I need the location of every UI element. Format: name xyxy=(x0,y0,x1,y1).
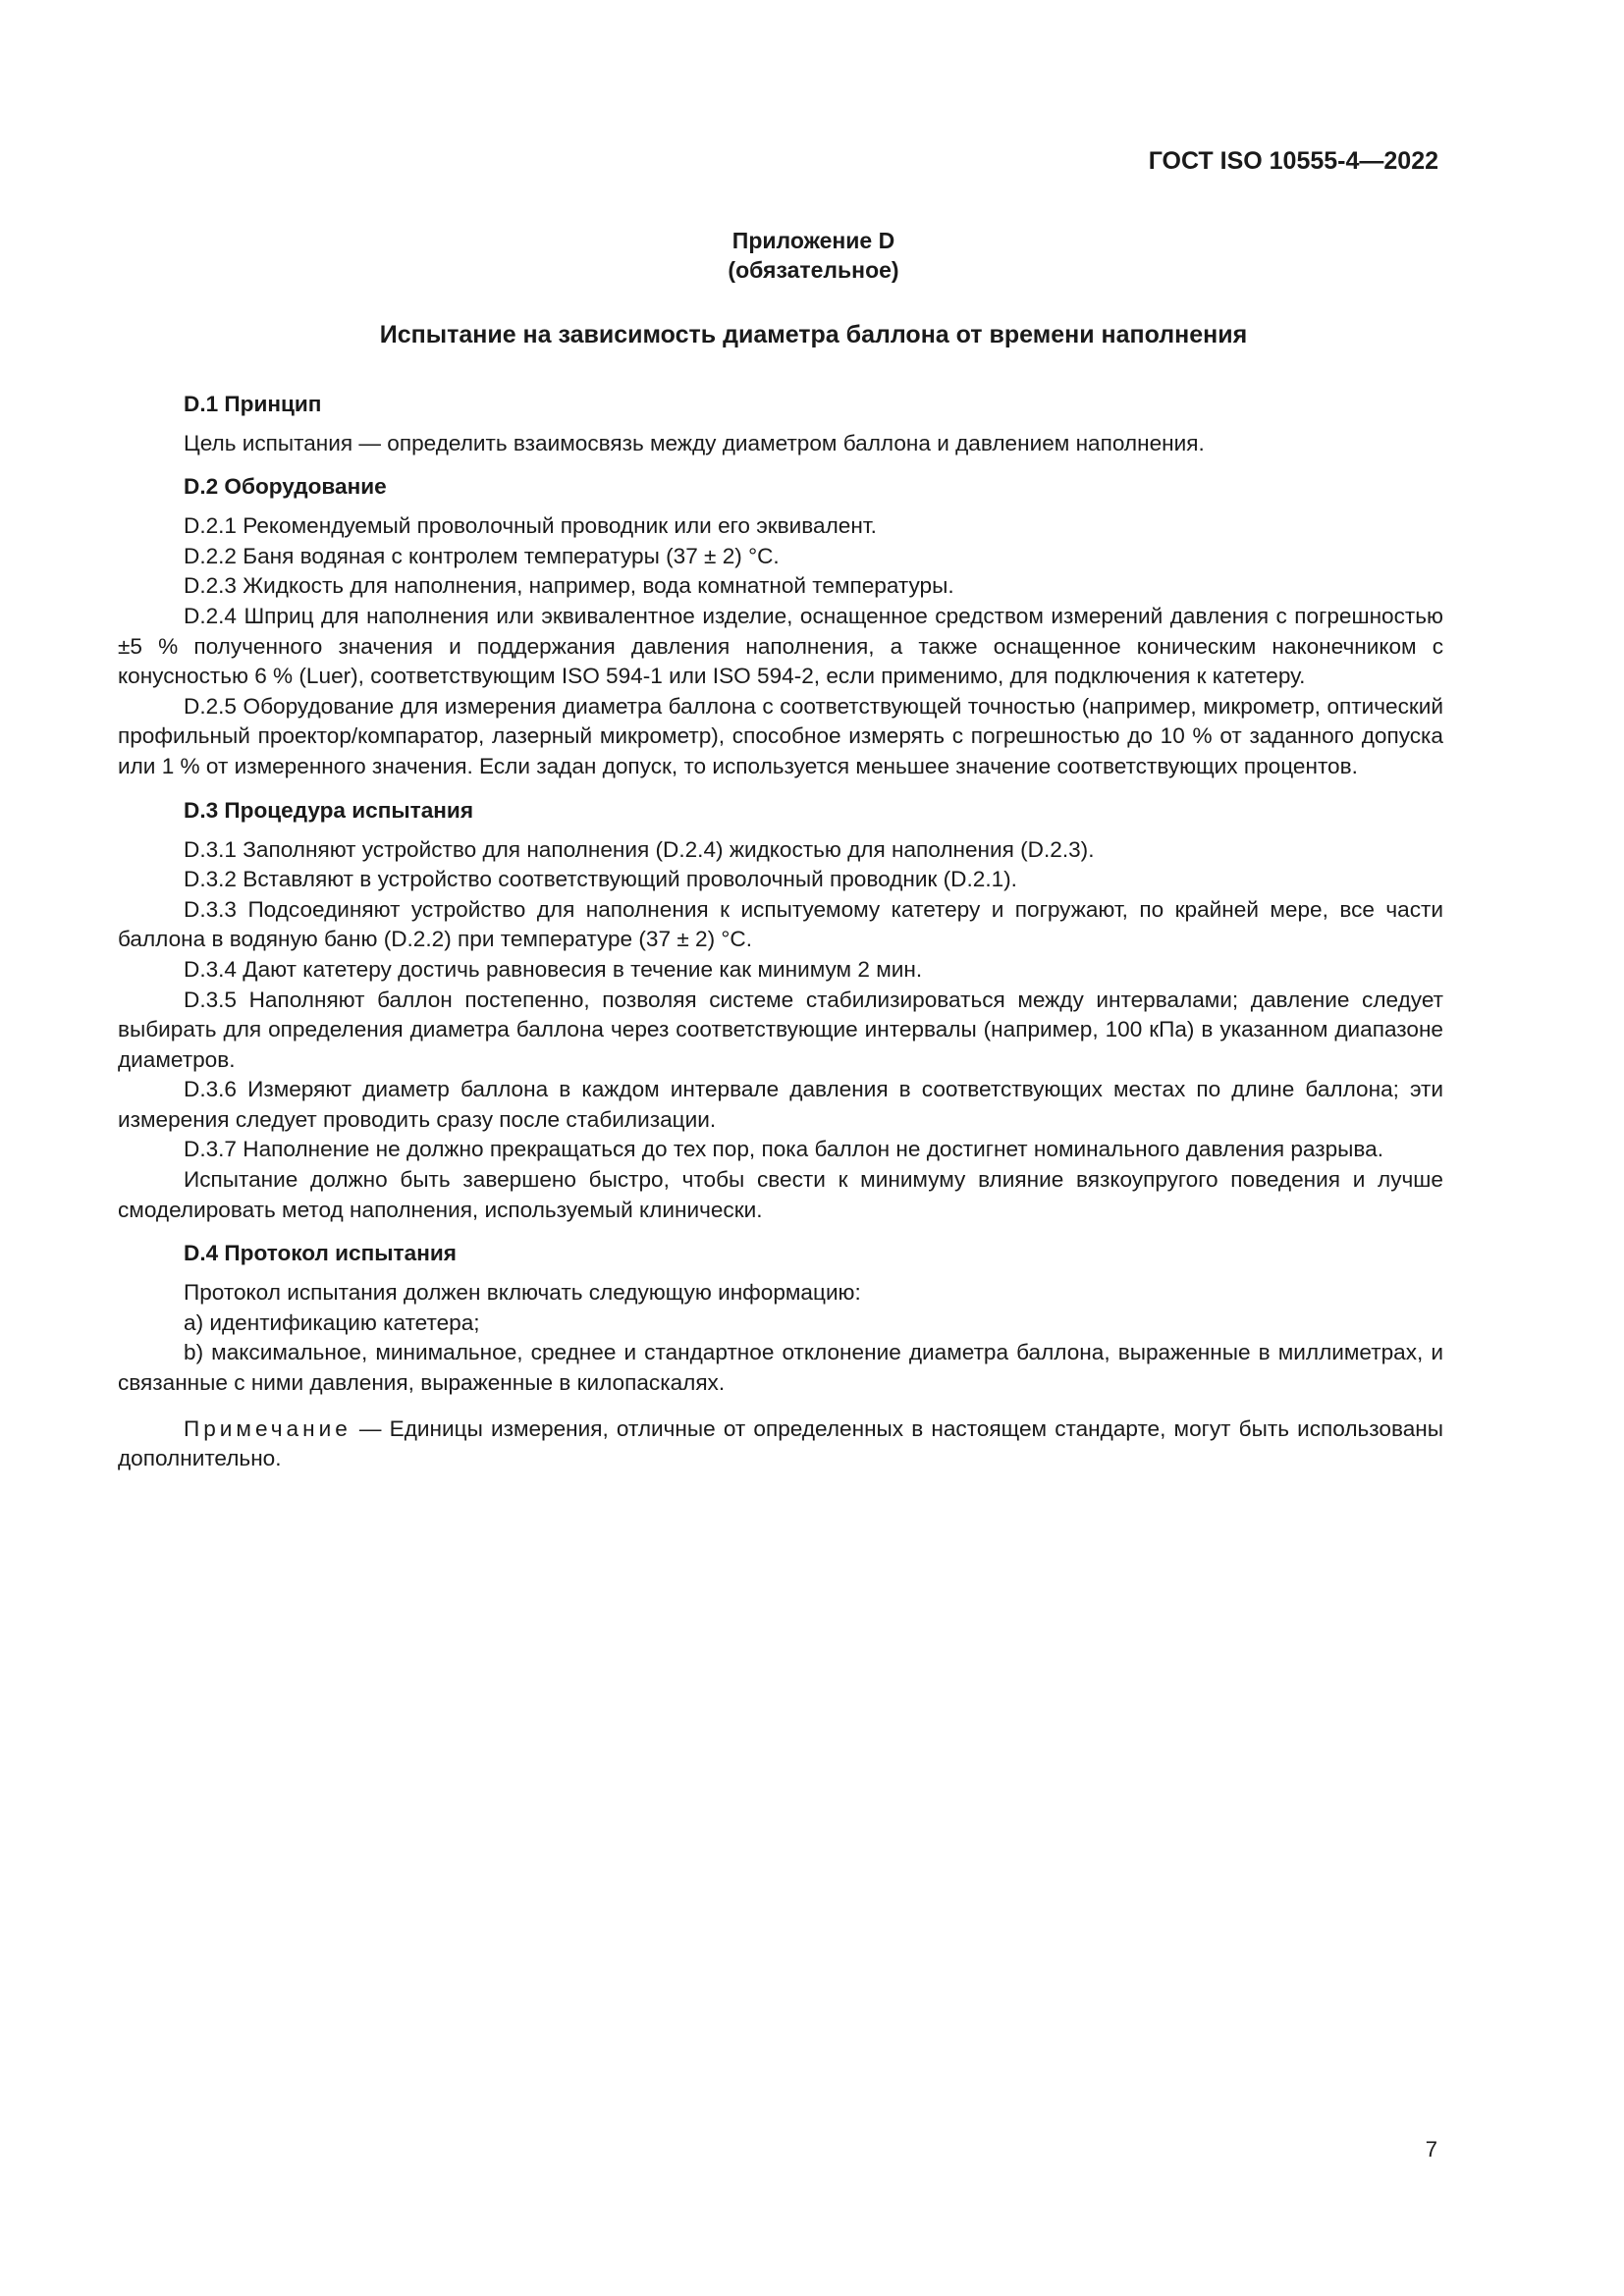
clause-d3-1: D.3.1 Заполняют устройство для наполнения (D.2.4) жидкостью для наполнения (D.2.3). xyxy=(184,836,1095,862)
annex-main-title: Испытание на зависимость диаметра баллона от времени наполнения xyxy=(379,321,1248,348)
annex-status: (обязательное) xyxy=(728,257,899,283)
page-content xyxy=(118,226,1443,1474)
clause-d2-4: D.2.4 Шприц для наполнения или эквивалентное изделие, оснащенное средством измерений давления с погрешностью ±5 % полученного значения и поддержания давления наполнения, а также оснащенное коническим наконечником с конусностью 6 % (Luer), соответствующим ISO 594-1 или ISO 594-2, если применимо, для подключения к катетеру. xyxy=(118,603,1443,689)
section-d3-closing: Испытание должно быть завершено быстро, чтобы свести к минимуму влияние вязкоупругого поведения и лучше смоделировать метод наполнения, используемый клинически. xyxy=(118,1167,1443,1222)
annex-title: Приложение D xyxy=(731,228,895,253)
clause-d3-7: D.3.7 Наполнение не должно прекращаться до тех пор, пока баллон не достигнет номинального давления разрыва. xyxy=(184,1137,1383,1162)
clause-d3-5: D.3.5 Наполняют баллон постепенно, позволяя системе стабилизироваться между интервалами; давление следует выбирать для определения диаметра баллона через соответствующие интервалы (например, 100 кПа) в указанном диапазоне диаметров. xyxy=(118,987,1443,1072)
note xyxy=(118,1415,1443,1474)
clause-d2-2: D.2.2 Баня водяная с контролем температуры (37 ± 2) °С. xyxy=(184,543,780,568)
clause-d2-3: D.2.3 Жидкость для наполнения, например, вода комнатной температуры. xyxy=(184,573,954,599)
clause-d3-3: D.3.3 Подсоединяют устройство для наполнения к испытуемому катетеру и погружают, по крайней мере, все части баллона в водяную баню (D.2.2) при температуре (37 ± 2) °С. xyxy=(118,896,1443,952)
section-d3-heading: D.3 Процедура испытания xyxy=(184,797,474,823)
section-d2-heading: D.2 Оборудование xyxy=(184,474,387,500)
section-d1-text: Цель испытания — определить взаимосвязь между диаметром баллона и давлением наполнения. xyxy=(184,430,1205,455)
section-d4-intro: Протокол испытания должен включать следующую информацию: xyxy=(184,1280,861,1306)
list-item-a: a) идентификацию катетера; xyxy=(184,1309,480,1335)
clause-d2-1: D.2.1 Рекомендуемый проволочный проводник или его эквивалент. xyxy=(184,513,877,539)
section-d4-heading: D.4 Протокол испытания xyxy=(184,1241,457,1266)
clause-d2-5: D.2.5 Оборудование для измерения диаметра баллона с соответствующей точностью (например, микрометр, оптический профильный проектор/компаратор, лазерный микрометр), способное измерять с погрешностью до 10 % от заданного допуска или 1 % от измеренного значения. Если задан допуск, то используется меньшее значение соответствующих процентов. xyxy=(118,693,1443,778)
clause-d3-6: D.3.6 Измеряют диаметр баллона в каждом интервале давления в соответствующих местах по длине баллона; эти измерения следует проводить сразу после стабилизации. xyxy=(118,1077,1443,1132)
list-item-b: b) максимальное, минимальное, среднее и стандартное отклонение диаметра баллона, выраженные в миллиметрах, и связанные с ними давления, выраженные в килопаскалях. xyxy=(118,1340,1443,1396)
note-text: — Единицы измерения, отличные от определенных в настоящем стандарте, могут быть использованы дополнительно. xyxy=(118,1415,1443,1471)
note-label: Примечание xyxy=(184,1415,352,1441)
document-code: ГОСТ ISO 10555-4—2022 xyxy=(1148,147,1438,175)
clause-d3-2: D.3.2 Вставляют в устройство соответствующий проволочный проводник (D.2.1). xyxy=(184,867,1017,892)
section-d1-heading: D.1 Принцип xyxy=(184,391,322,416)
clause-d3-4: D.3.4 Дают катетеру достичь равновесия в течение как минимум 2 мин. xyxy=(184,956,923,982)
page-number: 7 xyxy=(1425,2137,1437,2162)
